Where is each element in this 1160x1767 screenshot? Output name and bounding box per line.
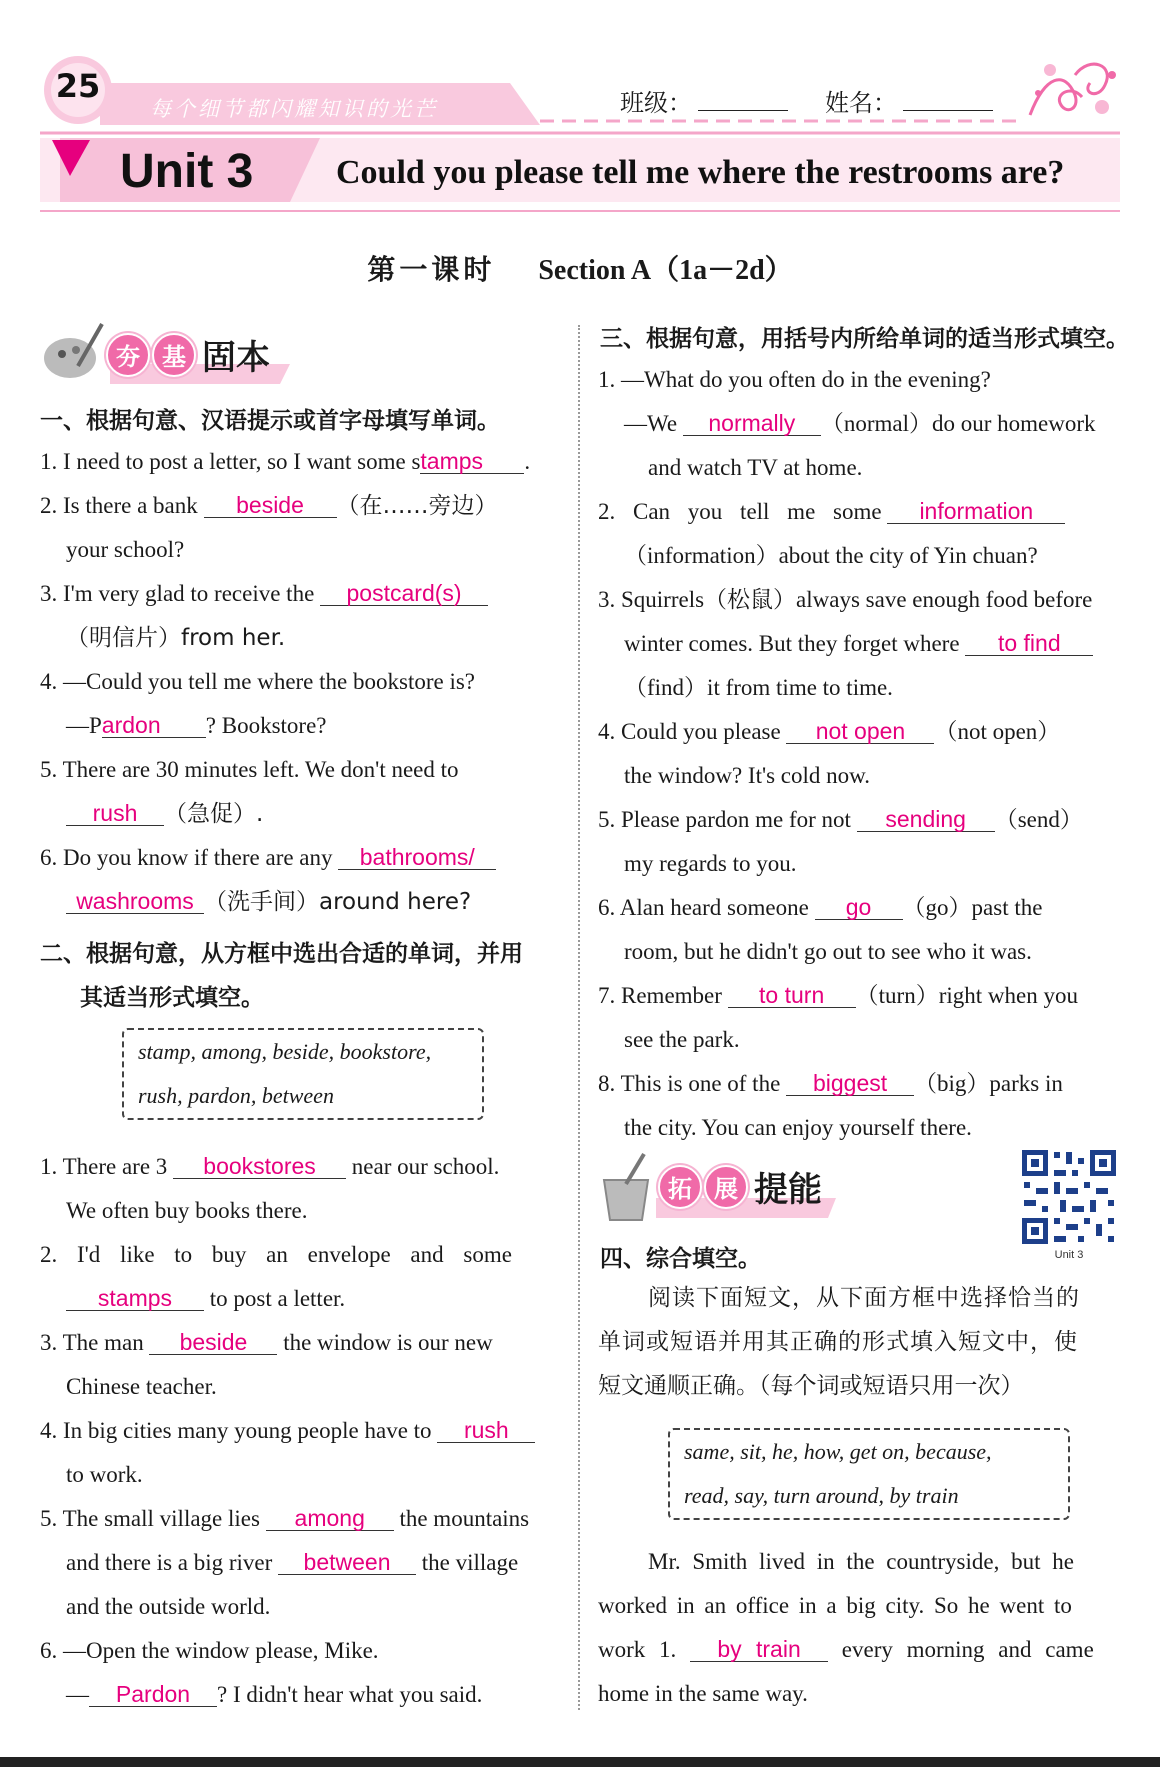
- list-item: 6. Alan heard someone go （go）past the: [598, 894, 1043, 920]
- part1-heading: 一、根据句意、汉语提示或首字母填写单词。: [40, 408, 500, 434]
- unit-subtitle: Could you please tell me where the restrooms are?: [336, 154, 1065, 191]
- part4-intro: 阅读下面短文，从下面方框中选择恰当的 单词或短语并用其正确的形式填入短文中，使 短文通顺正确。（每个词或短语只用一次）: [598, 1285, 1080, 1399]
- page-number: 25: [55, 67, 101, 105]
- floral-ornament-icon: [1020, 55, 1120, 125]
- list-item: and there is a big river between the village: [66, 1549, 519, 1575]
- list-item: 4. In big cities many young people have to rush: [40, 1409, 560, 1453]
- bottom-bar: [0, 1757, 1160, 1767]
- list-item: room, but he didn't go out to see who it was.: [624, 939, 1032, 964]
- answer-blank[interactable]: Pardon: [89, 1682, 217, 1707]
- word-box-part4: same, sit, he, how, get on, because, read, say, turn around, by train: [668, 1428, 1070, 1520]
- class-blank[interactable]: [698, 110, 788, 111]
- class-field[interactable]: [620, 83, 788, 118]
- list-item: 8. This is one of the biggest （big）parks in: [598, 1070, 1063, 1096]
- answer-blank[interactable]: normally: [683, 411, 821, 436]
- section-foundation: [40, 318, 340, 388]
- unit-title: Unit 3: [120, 145, 254, 198]
- name-field[interactable]: [825, 83, 993, 118]
- answer-blank[interactable]: beside: [204, 493, 337, 518]
- answer-blank[interactable]: information: [887, 499, 1065, 524]
- list-item: rush （急促）.: [40, 792, 560, 836]
- qr-label: Unit 3: [1054, 1249, 1084, 1261]
- list-item: 1. There are 3 bookstores near our school.: [40, 1153, 500, 1179]
- answer-blank[interactable]: rush: [437, 1418, 535, 1443]
- list-item: 5. Please pardon me for not sending （send）: [598, 806, 1083, 832]
- list-item: and the outside world.: [66, 1594, 271, 1619]
- answer-blank[interactable]: bookstores: [173, 1154, 346, 1179]
- answer-blank[interactable]: ardon: [102, 713, 206, 738]
- list-item: Chinese teacher.: [66, 1374, 217, 1399]
- list-item: We often buy books there.: [66, 1198, 308, 1223]
- class-label: 班级：: [620, 89, 692, 117]
- list-item: — Pardon ? I didn't hear what you said.: [66, 1681, 483, 1707]
- list-item: winter comes. But they forget where to find: [598, 622, 1118, 666]
- qr-code-icon: [1020, 1148, 1118, 1246]
- answer-blank[interactable]: rush: [66, 801, 164, 826]
- list-item: stamps to post a letter.: [40, 1277, 560, 1321]
- list-item: 4. Could you please not open （not open）: [598, 718, 1061, 744]
- part1-list: [40, 440, 560, 924]
- list-item: 3. Squirrels（松鼠）always save enough food before: [598, 587, 1093, 612]
- list-item: washrooms （洗手间）around here?: [40, 880, 560, 924]
- answer-blank[interactable]: to find: [965, 631, 1093, 656]
- answer-blank[interactable]: bathrooms/: [338, 845, 496, 870]
- list-item: my regards to you.: [624, 851, 797, 876]
- list-item: 6. —Open the window please, Mike.: [40, 1638, 379, 1663]
- part2-heading: 二、根据句意，从方框中选出合适的单词，并用 其适当形式填空。: [40, 941, 523, 1011]
- list-item: 4. —Could you tell me where the bookstore is?: [40, 669, 476, 694]
- header-band: [40, 55, 1120, 135]
- name-blank[interactable]: [903, 110, 993, 111]
- answer-blank[interactable]: between: [278, 1550, 416, 1575]
- answer-blank[interactable]: tamps: [420, 449, 524, 474]
- section-extend: [596, 1150, 896, 1222]
- part2-list: [40, 1145, 560, 1717]
- list-item: 5. There are 30 minutes left. We don't need to: [40, 757, 459, 782]
- list-item: 2. Is there a bank beside （在……旁边）: [40, 492, 498, 519]
- list-item: （find）it from time to time.: [624, 675, 893, 700]
- list-item: 6. Do you know if there are any bathrooms/: [40, 836, 560, 880]
- list-item: to work.: [66, 1462, 143, 1487]
- list-item: and watch TV at home.: [648, 455, 863, 480]
- badge-1: 夯: [106, 333, 150, 377]
- list-item: （information）about the city of Yin chuan?: [624, 543, 1038, 568]
- part4-heading: 四、综合填空。: [600, 1246, 761, 1272]
- answer-blank[interactable]: by train: [690, 1637, 828, 1662]
- part4-passage: Mr. Smith lived in the countryside, but he worked in an office in a big city. So he went to work 1. by train every morning and came home in the same way.: [598, 1549, 1094, 1706]
- list-item: 1. I need to post a letter, so I want some stamps .: [40, 448, 531, 474]
- answer-blank[interactable]: to turn: [728, 983, 856, 1008]
- list-item: see the park.: [624, 1027, 740, 1052]
- list-item: 1. —What do you often do in the evening?: [598, 367, 991, 392]
- section-foundation-text: 固本: [202, 338, 270, 378]
- list-item: the city. You can enjoy yourself there.: [624, 1115, 972, 1140]
- name-label: 姓名：: [825, 89, 897, 117]
- list-item: 2. Can you tell me some information: [598, 490, 1118, 534]
- badge-1: 拓: [658, 1165, 702, 1209]
- badge-2: 展: [704, 1165, 748, 1209]
- section-extend-title: [658, 1162, 822, 1211]
- lesson-title: [0, 248, 1160, 288]
- answer-blank[interactable]: beside: [149, 1330, 277, 1355]
- answer-blank[interactable]: stamps: [66, 1286, 204, 1311]
- answer-blank[interactable]: among: [266, 1506, 394, 1531]
- list-item: 5. The small village lies among the mountains: [40, 1505, 530, 1531]
- qr-code[interactable]: [1020, 1148, 1118, 1261]
- part3-heading: 三、根据句意，用括号内所给单词的适当形式填空。: [600, 326, 1129, 352]
- answer-blank[interactable]: not open: [786, 719, 934, 744]
- list-item: 3. The man beside the window is our new: [40, 1329, 493, 1355]
- lesson-title-cn: 第一课时: [367, 253, 496, 286]
- section-extend-text: 提能: [754, 1170, 822, 1210]
- list-item: 2. I'd like to buy an envelope and some: [40, 1242, 512, 1267]
- slogan: 每个细节都闪耀知识的光芒: [150, 97, 438, 121]
- list-item: your school?: [66, 537, 185, 562]
- list-item: （明信片）from her.: [66, 625, 286, 651]
- answer-blank[interactable]: postcard(s): [320, 581, 488, 606]
- answer-blank[interactable]: go: [815, 895, 903, 920]
- answer-blank[interactable]: biggest: [786, 1071, 914, 1096]
- column-divider: [578, 325, 580, 1710]
- answer-blank[interactable]: sending: [857, 807, 995, 832]
- lesson-title-en: Section A（1a－2d）: [538, 255, 793, 286]
- list-item: 3. I'm very glad to receive the postcard(s): [40, 572, 560, 616]
- word-box-part2: stamp, among, beside, bookstore, rush, pardon, between: [122, 1028, 484, 1120]
- part3-list: [598, 358, 1118, 1150]
- unit-title-bar: [40, 138, 1120, 216]
- list-item: —We normally （normal）do our homework: [624, 410, 1096, 436]
- section-foundation-title: [106, 330, 270, 379]
- badge-2: 基: [152, 333, 196, 377]
- list-item: 7. Remember to turn （turn）right when you: [598, 982, 1078, 1008]
- answer-blank[interactable]: washrooms: [66, 889, 204, 914]
- list-item: the window? It's cold now.: [624, 763, 871, 788]
- list-item: —Pardon ? Bookstore?: [66, 712, 327, 738]
